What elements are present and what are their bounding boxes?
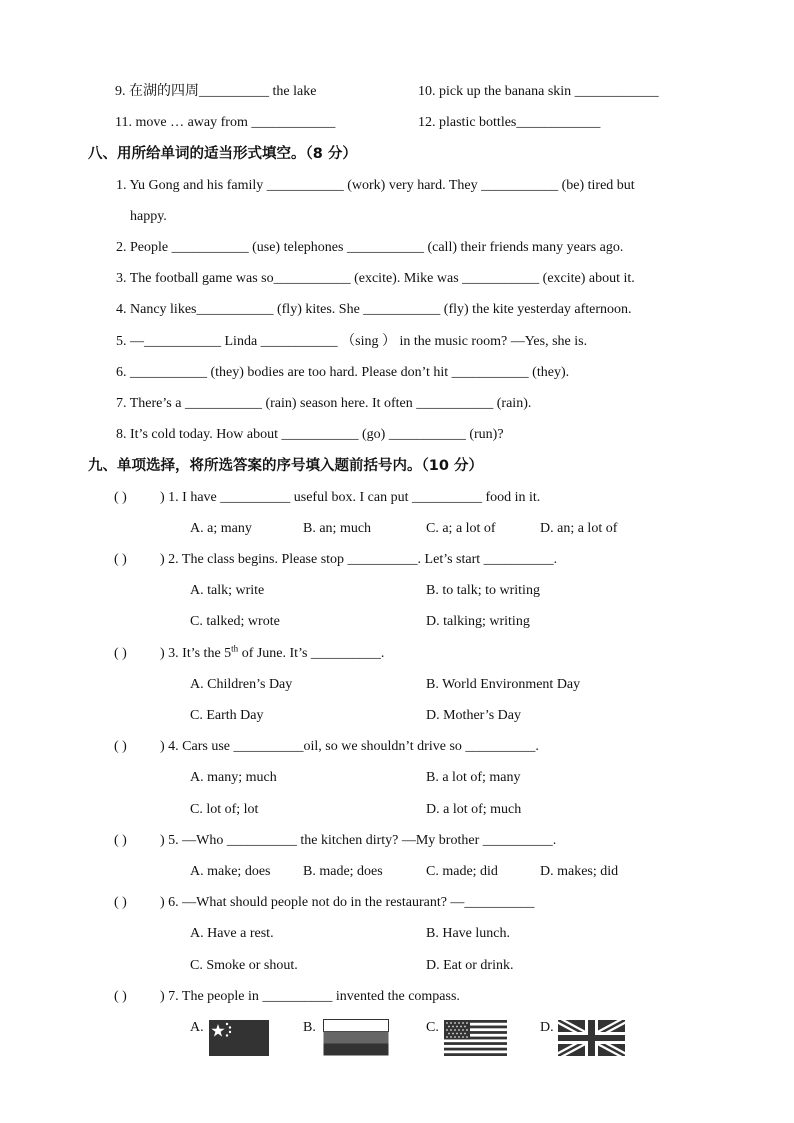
mc-q5-option-d: D. makes; did bbox=[540, 864, 619, 879]
part8-item-3: 3. The football game was so___________ (excite). Mike was ___________ (excite) about it. bbox=[116, 271, 635, 286]
q10-text: 10. pick up the banana skin ____________ bbox=[418, 84, 659, 99]
mc-q1-option-c: C. a; a lot of bbox=[426, 521, 496, 536]
mc-q6-option-c: C. Smoke or shout. bbox=[190, 958, 298, 973]
part8-item-2: 2. People ___________ (use) telephones ___________ (call) their friends many years ago. bbox=[116, 240, 624, 255]
mc-q4-option-b: B. a lot of; many bbox=[426, 770, 521, 785]
china-flag-icon bbox=[209, 1020, 269, 1056]
part8-item-4: 4. Nancy likes___________ (fly) kites. She ___________ (fly) the kite yesterday afternoon. bbox=[116, 302, 632, 317]
mc-q2-option-a: A. talk; write bbox=[190, 583, 265, 598]
mc-q6-option-a: A. Have a rest. bbox=[190, 926, 274, 941]
answer-paren-3[interactable]: ( ) bbox=[114, 646, 127, 661]
mc-q3-stem: ) 3. It’s the 5th of June. It’s __________. bbox=[160, 643, 385, 661]
mc-q6-option-b: B. Have lunch. bbox=[426, 926, 510, 941]
mc-q4-option-c: C. lot of; lot bbox=[190, 802, 259, 817]
part8-item-7: 7. There’s a ___________ (rain) season here. It often ___________ (rain). bbox=[116, 396, 532, 411]
mc-q4-option-d: D. a lot of; much bbox=[426, 802, 522, 817]
mc-q2-option-d: D. talking; writing bbox=[426, 614, 530, 629]
mc-q7-option-d: D. bbox=[540, 1020, 554, 1035]
mc-q7-option-c: C. bbox=[426, 1020, 439, 1035]
mc-q1-option-d: D. an; a lot of bbox=[540, 521, 618, 536]
mc-q4-stem: ) 4. Cars use __________oil, so we shouldn’t drive so __________. bbox=[160, 739, 539, 754]
mc-q5-option-a: A. make; does bbox=[190, 864, 271, 879]
mc-q1-stem: ) 1. I have __________ useful box. I can put __________ food in it. bbox=[160, 490, 541, 505]
mc-q2-stem: ) 2. The class begins. Please stop __________. Let’s start __________. bbox=[160, 552, 558, 567]
usa-flag-icon bbox=[444, 1020, 507, 1056]
mc-q7-option-a: A. bbox=[190, 1020, 204, 1035]
mc-q5-option-b: B. made; does bbox=[303, 864, 383, 879]
answer-paren-1[interactable]: ( ) bbox=[114, 490, 127, 505]
mc-q5-stem: ) 5. —Who __________ the kitchen dirty? —My brother __________. bbox=[160, 833, 557, 848]
mc-q3-option-b: B. World Environment Day bbox=[426, 677, 581, 692]
answer-paren-7[interactable]: ( ) bbox=[114, 989, 127, 1004]
mc-q7-option-b: B. bbox=[303, 1020, 316, 1035]
mc-q5-option-c: C. made; did bbox=[426, 864, 498, 879]
part9-heading: 九、单项选择，将所选答案的序号填入题前括号内。（10 分） bbox=[88, 458, 483, 474]
mc-q7-stem: ) 7. The people in __________ invented the compass. bbox=[160, 989, 460, 1004]
mc-q2-option-c: C. talked; wrote bbox=[190, 614, 280, 629]
mc-q1-option-a: A. a; many bbox=[190, 521, 252, 536]
mc-q3-option-c: C. Earth Day bbox=[190, 708, 264, 723]
part8-item-5: 5. —___________ Linda ___________ （sing ） in the music room? —Yes, she is. bbox=[116, 334, 588, 349]
part8-item-6: 6. ___________ (they) bodies are too hard. Please don’t hit ___________ (they). bbox=[116, 365, 570, 380]
mc-q3-option-a: A. Children’s Day bbox=[190, 677, 293, 692]
mc-q4-option-a: A. many; much bbox=[190, 770, 277, 785]
answer-paren-2[interactable]: ( ) bbox=[114, 552, 127, 567]
q11-text: 11. move … away from ____________ bbox=[115, 115, 336, 130]
uk-flag-icon bbox=[558, 1020, 625, 1056]
mc-q2-option-b: B. to talk; to writing bbox=[426, 583, 540, 598]
q9-text: 9. 在湖的四周__________ the lake bbox=[115, 84, 317, 99]
part8-item-1: 1. Yu Gong and his family ___________ (work) very hard. They ___________ (be) tired but bbox=[116, 178, 635, 193]
mc-q6-option-d: D. Eat or drink. bbox=[426, 958, 514, 973]
russia-flag-icon bbox=[323, 1019, 389, 1056]
mc-q3-option-d: D. Mother’s Day bbox=[426, 708, 522, 723]
part8-heading: 八、用所给单词的适当形式填空。（8 分） bbox=[88, 146, 357, 162]
answer-paren-6[interactable]: ( ) bbox=[114, 895, 127, 910]
answer-paren-4[interactable]: ( ) bbox=[114, 739, 127, 754]
mc-q1-option-b: B. an; much bbox=[303, 521, 372, 536]
mc-q6-stem: ) 6. —What should people not do in the restaurant? —__________ bbox=[160, 895, 535, 910]
part8-item-1-cont: happy. bbox=[130, 209, 167, 224]
part8-item-8: 8. It’s cold today. How about ___________ (go) ___________ (run)? bbox=[116, 427, 504, 442]
answer-paren-5[interactable]: ( ) bbox=[114, 833, 127, 848]
q12-text: 12. plastic bottles____________ bbox=[418, 115, 601, 130]
